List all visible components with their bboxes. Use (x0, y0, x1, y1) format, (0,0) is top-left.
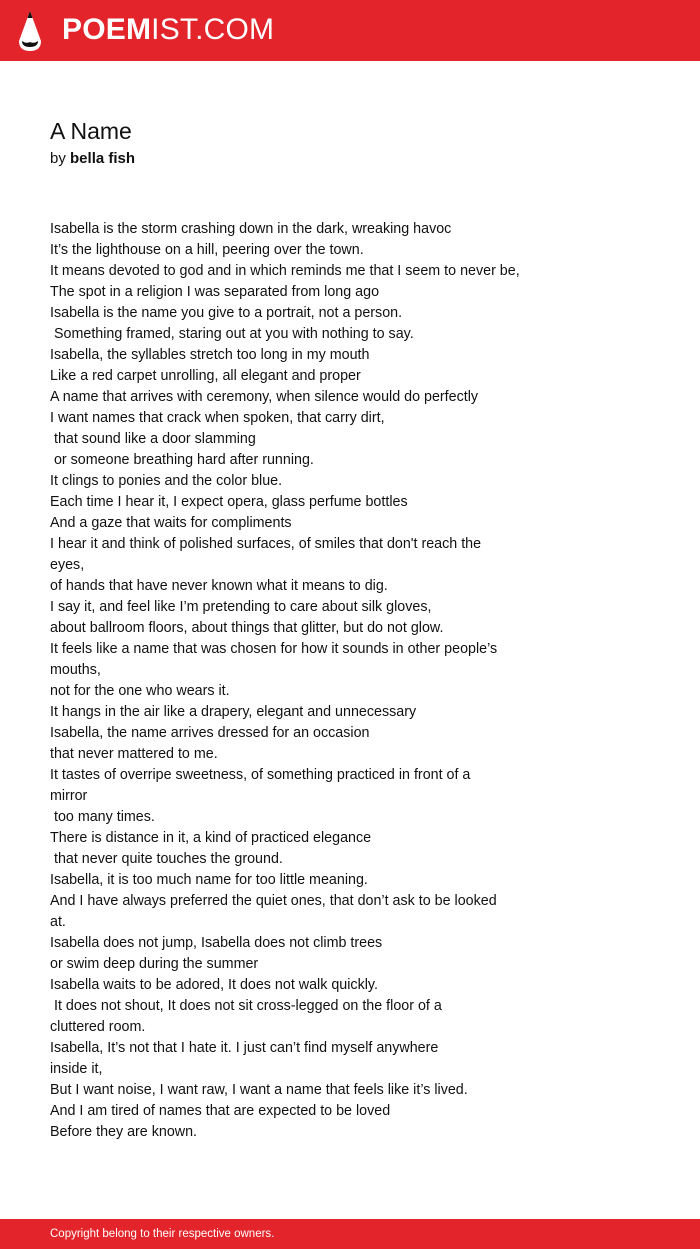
poem-line: Isabella, it is too much name for too little meaning. (50, 872, 368, 888)
poem-line: I hear it and think of polished surfaces, of smiles that don't reach the (50, 536, 482, 552)
poem-line: And I have always preferred the quiet ones, that don’t ask to be looked (50, 893, 497, 909)
poem-line: inside it, (50, 1061, 103, 1077)
site-logo[interactable] (62, 13, 274, 47)
pencil-tip-icon[interactable] (18, 10, 42, 52)
poem-line: It means devoted to god and in which reminds me that I seem to never be, (50, 263, 520, 279)
poem-line: It hangs in the air like a drapery, elegant and unnecessary (50, 704, 417, 720)
byline (50, 149, 135, 169)
poem-line: And I am tired of names that are expected to be loved (50, 1103, 391, 1119)
poem-line: mouths, (50, 662, 101, 678)
poem-line: It clings to ponies and the color blue. (50, 473, 283, 489)
poem-line: It tastes of overripe sweetness, of something practiced in front of a (50, 767, 471, 783)
poem-line: Isabella, the syllables stretch too long in my mouth (50, 347, 370, 363)
poem-line: mirror (50, 788, 88, 804)
poem-line: eyes, (50, 557, 85, 573)
poem-line: or someone breathing hard after running. (50, 452, 314, 468)
poem-line: that never quite touches the ground. (50, 851, 283, 867)
poem-line: at. (50, 914, 66, 930)
poem-line: Before they are known. (50, 1124, 198, 1140)
poem-line: It’s the lighthouse on a hill, peering over the town. (50, 242, 364, 258)
site-footer (0, 1219, 700, 1249)
poem-line: It feels like a name that was chosen for how it sounds in other people’s (50, 641, 498, 657)
poem-line: Isabella, the name arrives dressed for an occasion (50, 725, 370, 741)
poem-line: Isabella, It’s not that I hate it. I just can’t find myself anywhere (50, 1040, 439, 1056)
poem-title: A Name (50, 118, 132, 144)
poem-line: Isabella is the storm crashing down in the dark, wreaking havoc (50, 221, 452, 237)
poem-line: But I want noise, I want raw, I want a name that feels like it’s lived. (50, 1082, 468, 1098)
poem-line: about ballroom floors, about things that glitter, but do not glow. (50, 620, 444, 636)
poem-line: of hands that have never known what it means to dig. (50, 578, 388, 594)
poem-line: too many times. (50, 809, 155, 825)
poem-line: that never mattered to me. (50, 746, 218, 762)
poem-line: Something framed, staring out at you with nothing to say. (50, 326, 414, 342)
logo-light-text: IST.COM (151, 13, 275, 46)
poem-line: not for the one who wears it. (50, 683, 230, 699)
by-label: by (50, 150, 66, 167)
poem-line: There is distance in it, a kind of practiced elegance (50, 830, 372, 846)
poem-line: Isabella waits to be adored, It does not walk quickly. (50, 977, 378, 993)
author-name: bella fish (70, 150, 136, 167)
poem-line: that sound like a door slamming (50, 431, 256, 447)
poem-line: or swim deep during the summer (50, 956, 259, 972)
poem-line: Isabella does not jump, Isabella does not climb trees (50, 935, 383, 951)
poem-line: And a gaze that waits for compliments (50, 515, 292, 531)
poem-line: Each time I hear it, I expect opera, glass perfume bottles (50, 494, 408, 510)
copyright-text: Copyright belong to their respective owners. (50, 1228, 275, 1240)
poem-line: cluttered room. (50, 1019, 146, 1035)
logo-bold-text: POEM (62, 13, 152, 46)
poem-line: Like a red carpet unrolling, all elegant and proper (50, 368, 361, 384)
poem-line: Isabella is the name you give to a portrait, not a person. (50, 305, 403, 321)
poem-line: It does not shout, It does not sit cross-legged on the floor of a (50, 998, 442, 1014)
poem-body (50, 219, 610, 1143)
poem-line: The spot in a religion I was separated from long ago (50, 284, 380, 300)
site-header (0, 0, 700, 61)
poem-line: I want names that crack when spoken, that carry dirt, (50, 410, 385, 426)
poem-line: A name that arrives with ceremony, when silence would do perfectly (50, 389, 479, 405)
poem-line: I say it, and feel like I’m pretending to care about silk gloves, (50, 599, 432, 615)
